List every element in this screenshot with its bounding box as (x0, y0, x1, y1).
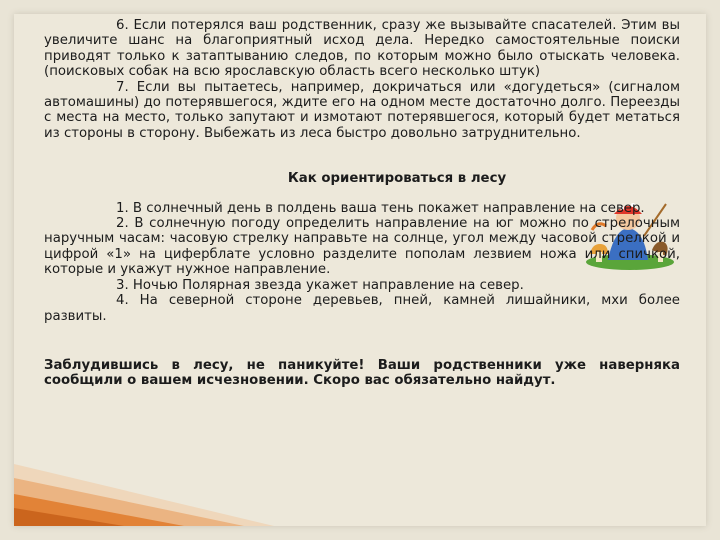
orientation-item-2: 2. В солнечную погоду определить направление на юг можно по стрелочным наручным часам: часовую стрелку направьте на солнце, угол между часовой стрелкой и цифрой «1» на циферблате условно разделите пополам лезвием ножа или спичкой, которые и укажут нужное направление. (44, 216, 680, 278)
section-heading: Как ориентироваться в лесу (287, 171, 507, 187)
paragraph-6: 6. Если потерялся ваш родственник, сразу же вызывайте спасателей. Этим вы увеличите шанс на благоприятный исход дела. Нередко самостоятельные поиски приводят только к затаптыванию следов, по которым можно было отыскать человека. (поисковых собак на всю ярославскую область всего несколько штук) (44, 18, 680, 80)
orange-corner-decoration (14, 416, 274, 526)
closing-message: Заблудившись в лесу, не паникуйте! Ваши родственники уже наверняка сообщили о вашем исчезновении. Скоро вас обязательно найдут. (44, 357, 680, 389)
text-content (44, 18, 680, 389)
orientation-item-3: 3. Ночью Полярная звезда укажет направление на север. (116, 277, 524, 293)
paragraph-7: 7. Если вы пытаетесь, например, докричаться или «догудеться» (сигналом автомашины) до потерявшегося, ждите его на одном месте достаточно долго. Переезды с места на место, только запутают и измотают потерявшегося, который будет метаться из стороны в сторону. Выбежать из леса быстро довольно затруднительно. (44, 79, 680, 141)
orientation-item-1: 1. В солнечный день в полдень ваша тень покажет направление на север. (116, 200, 645, 216)
orientation-item-4: 4. На северной стороне деревьев, пней, камней лишайники, мхи более развиты. (44, 293, 680, 324)
